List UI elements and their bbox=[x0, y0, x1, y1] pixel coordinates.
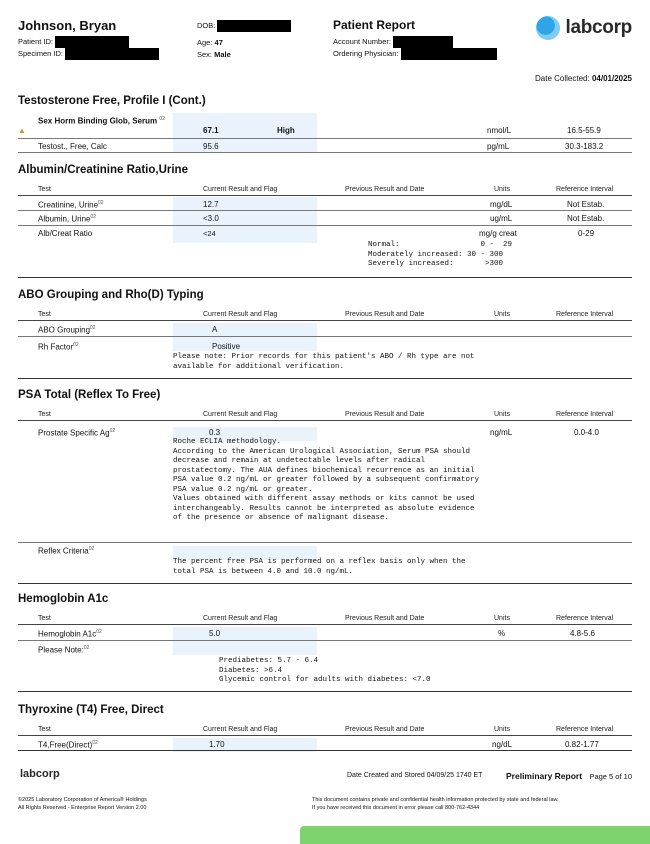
test-name: Sex Horm Binding Glob, Serum $^{02}$ bbox=[38, 116, 165, 126]
col-test: Test bbox=[38, 615, 51, 622]
reference-interval: 4.8-5.6 bbox=[570, 629, 595, 638]
column-headers bbox=[18, 614, 632, 625]
albumin-note: Normal: 0 - 29 Moderately increased: 30 - 300 Severely increased: >300 bbox=[368, 241, 513, 268]
test-name: ABO Grouping$^{02}$ bbox=[38, 325, 96, 335]
col-previous: Previous Result and Date bbox=[345, 726, 425, 733]
specimen-id-label: Specimen ID: bbox=[18, 49, 64, 58]
reference-interval: 16.5-55.9 bbox=[567, 126, 601, 135]
footer-page: Page 5 of 10 bbox=[589, 772, 632, 781]
sex-row bbox=[197, 49, 231, 60]
reference-interval: 0.82-1.77 bbox=[565, 740, 599, 749]
a1c-note: Prediabetes: 5.7 - 6.4 Diabetes: >6.4 Glycemic control for adults with diabetes: <7.0 bbox=[219, 657, 431, 684]
reference-interval: Not Estab. bbox=[567, 200, 605, 209]
section-title: Thyroxine (T4) Free, Direct bbox=[18, 704, 164, 716]
section-a1c bbox=[18, 593, 632, 693]
section-title: PSA Total (Reflex To Free) bbox=[18, 389, 161, 401]
dob-row bbox=[197, 20, 291, 32]
col-reference: Reference Interval bbox=[556, 411, 614, 418]
footer-logo: labcorp bbox=[20, 768, 60, 780]
date-collected-value: 04/01/2025 bbox=[591, 74, 632, 83]
test-name: Albumin, Urine$^{02}$ bbox=[38, 214, 97, 224]
section-divider bbox=[18, 277, 632, 278]
col-units: Units bbox=[494, 411, 510, 418]
age-value: 47 bbox=[214, 38, 223, 47]
table-row bbox=[18, 212, 632, 226]
section-abo bbox=[18, 289, 632, 379]
column-headers bbox=[18, 185, 632, 196]
confidential-line-1: This document contains private and confidential health information protected by state and federal law. bbox=[312, 797, 559, 803]
confidential-line-2: If you have received this document in error please call 800-762-4344 bbox=[312, 805, 480, 811]
reference-interval: 0.0-4.0 bbox=[574, 428, 599, 437]
redacted-specimen-id bbox=[65, 48, 159, 60]
result-value: 1.70 bbox=[209, 740, 225, 749]
col-units: Units bbox=[494, 615, 510, 622]
col-units: Units bbox=[494, 311, 510, 318]
account-label: Account Number: bbox=[333, 37, 391, 46]
section-albumin bbox=[18, 164, 632, 279]
test-name: Testost., Free, Calc bbox=[38, 142, 107, 151]
units: mg/g creat bbox=[479, 229, 517, 238]
units: ng/dL bbox=[492, 740, 513, 749]
table-row bbox=[18, 323, 632, 337]
test-name: Please Note:$^{02}$ bbox=[38, 645, 90, 655]
result-flag: High bbox=[277, 126, 295, 135]
section-title: Testosterone Free, Profile I (Cont.) bbox=[18, 95, 206, 107]
footer-confidential bbox=[312, 796, 559, 812]
section-title: Hemoglobin A1c bbox=[18, 593, 109, 605]
units: ng/mL bbox=[490, 428, 513, 437]
physician-row bbox=[333, 48, 497, 60]
section-t4 bbox=[18, 704, 632, 754]
result-value: Positive bbox=[212, 342, 241, 351]
col-previous: Previous Result and Date bbox=[345, 311, 425, 318]
col-test: Test bbox=[38, 411, 51, 418]
dob-label: DOB: bbox=[197, 21, 216, 30]
col-reference: Reference Interval bbox=[556, 615, 614, 622]
table-row bbox=[18, 627, 632, 641]
section-divider bbox=[18, 378, 632, 379]
test-name: Reflex Criteria$^{02}$ bbox=[38, 546, 95, 556]
col-units: Units bbox=[494, 186, 510, 193]
labcorp-logo-icon bbox=[536, 16, 560, 40]
test-name: Creatinine, Urine$^{02}$ bbox=[38, 200, 104, 210]
table-row bbox=[18, 198, 632, 211]
test-name: Alb/Creat Ratio bbox=[38, 229, 93, 238]
redacted-patient-id bbox=[55, 36, 129, 48]
report-header bbox=[18, 16, 632, 64]
sex-label: Sex: bbox=[197, 50, 213, 59]
result-value: <3.0 bbox=[203, 214, 219, 223]
footer-copyright bbox=[18, 796, 147, 812]
redacted-dob bbox=[217, 20, 291, 32]
reference-interval: 30.3-183.2 bbox=[565, 142, 604, 151]
col-current: Current Result and Flag bbox=[203, 311, 278, 318]
result-value: A bbox=[212, 325, 218, 334]
col-current: Current Result and Flag bbox=[203, 726, 278, 733]
copyright-line-1: ©2025 Laboratory Corporation of America® Holdings bbox=[18, 797, 147, 803]
col-test: Test bbox=[38, 186, 51, 193]
units: mg/dL bbox=[490, 200, 513, 209]
column-headers bbox=[18, 310, 632, 321]
test-name: Rh Factor$^{02}$ bbox=[38, 342, 79, 352]
section-psa bbox=[18, 389, 632, 585]
test-name: T4,Free(Direct)$^{02}$ bbox=[38, 740, 98, 750]
units: % bbox=[498, 629, 506, 638]
patient-name: Johnson, Bryan bbox=[18, 18, 117, 33]
reflex-note: The percent free PSA is performed on a reflex basis only when the total PSA is between 4.0 and 10.0 ng/mL. bbox=[173, 558, 466, 576]
col-test: Test bbox=[38, 726, 51, 733]
footer-preliminary: Preliminary Report bbox=[506, 771, 583, 781]
section-divider bbox=[18, 691, 632, 692]
result-value: 12.7 bbox=[203, 200, 219, 209]
result-value: 95.6 bbox=[203, 142, 219, 151]
report-title: Patient Report bbox=[333, 18, 416, 32]
result-value: 67.1 bbox=[203, 126, 219, 135]
col-reference: Reference Interval bbox=[556, 726, 614, 733]
result-value: <24 bbox=[203, 229, 216, 238]
section-title: ABO Grouping and Rho(D) Typing bbox=[18, 289, 204, 301]
copyright-line-2: All Rights Reserved - Enterprise Report Version 2.00 bbox=[18, 805, 147, 811]
psa-note: Roche ECLIA methodology. According to the American Urological Association, Serum PSA should decrease and remain at undetectable levels after radical prostatectomy. The AUA defines biochemical recurrence as an initial PSA value 0.2 ng/mL or greater followed by a subsequent confirmatory PSA value 0.2 ng/mL or greater. Values obtained with different assay methods or kits cannot be used interchangeably. Results cannot be interpreted as absolute evidence of the presence or absence of malignant disease. bbox=[173, 438, 480, 522]
footer-created: Date Created and Stored 04/09/25 1740 ET bbox=[347, 772, 483, 779]
reference-interval: 0-29 bbox=[578, 229, 595, 238]
table-row bbox=[18, 140, 632, 153]
flag-triangle-icon: ▲ bbox=[18, 126, 26, 135]
account-row bbox=[333, 36, 453, 48]
reference-interval: Not Estab. bbox=[567, 214, 605, 223]
result-value: 0.3 bbox=[209, 428, 221, 437]
row-divider bbox=[18, 542, 632, 543]
col-reference: Reference Interval bbox=[556, 186, 614, 193]
sex-value: Male bbox=[214, 50, 231, 59]
redacted-account bbox=[393, 36, 453, 48]
patient-id-row bbox=[18, 36, 129, 48]
col-previous: Previous Result and Date bbox=[345, 411, 425, 418]
col-current: Current Result and Flag bbox=[203, 615, 278, 622]
labcorp-logo-text: labcorp bbox=[565, 17, 632, 38]
table-row bbox=[18, 113, 632, 139]
col-test: Test bbox=[38, 311, 51, 318]
date-collected bbox=[535, 74, 632, 83]
column-headers bbox=[18, 410, 632, 421]
abo-note: Please note: Prior records for this patient's ABO / Rh type are not available for additional verification. bbox=[173, 353, 475, 371]
col-previous: Previous Result and Date bbox=[345, 186, 425, 193]
units: nmol/L bbox=[487, 126, 512, 135]
col-current: Current Result and Flag bbox=[203, 186, 278, 193]
section-divider bbox=[18, 583, 632, 584]
patient-id-label: Patient ID: bbox=[18, 37, 54, 46]
units: ug/mL bbox=[490, 214, 513, 223]
units: pg/mL bbox=[487, 142, 510, 151]
date-collected-label: Date Collected: bbox=[535, 74, 590, 83]
section-title: Albumin/Creatinine Ratio,Urine bbox=[18, 164, 188, 176]
col-units: Units bbox=[494, 726, 510, 733]
col-current: Current Result and Flag bbox=[203, 411, 278, 418]
age-label: Age: bbox=[197, 38, 213, 47]
section-testosterone bbox=[18, 95, 632, 155]
age-row bbox=[197, 37, 223, 48]
notification-banner[interactable] bbox=[300, 826, 650, 844]
test-name: Hemoglobin $A1c^{02}$ bbox=[38, 629, 102, 639]
physician-label: Ordering Physician: bbox=[333, 49, 399, 58]
col-reference: Reference Interval bbox=[556, 311, 614, 318]
column-headers bbox=[18, 725, 632, 736]
specimen-id-row bbox=[18, 48, 159, 60]
redacted-physician bbox=[401, 48, 497, 60]
table-row bbox=[18, 738, 632, 751]
result-value: 5.0 bbox=[209, 629, 221, 638]
labcorp-logo bbox=[536, 16, 632, 40]
test-name: Prostate Specific Ag$^{02}$ bbox=[38, 428, 116, 438]
col-previous: Previous Result and Date bbox=[345, 615, 425, 622]
